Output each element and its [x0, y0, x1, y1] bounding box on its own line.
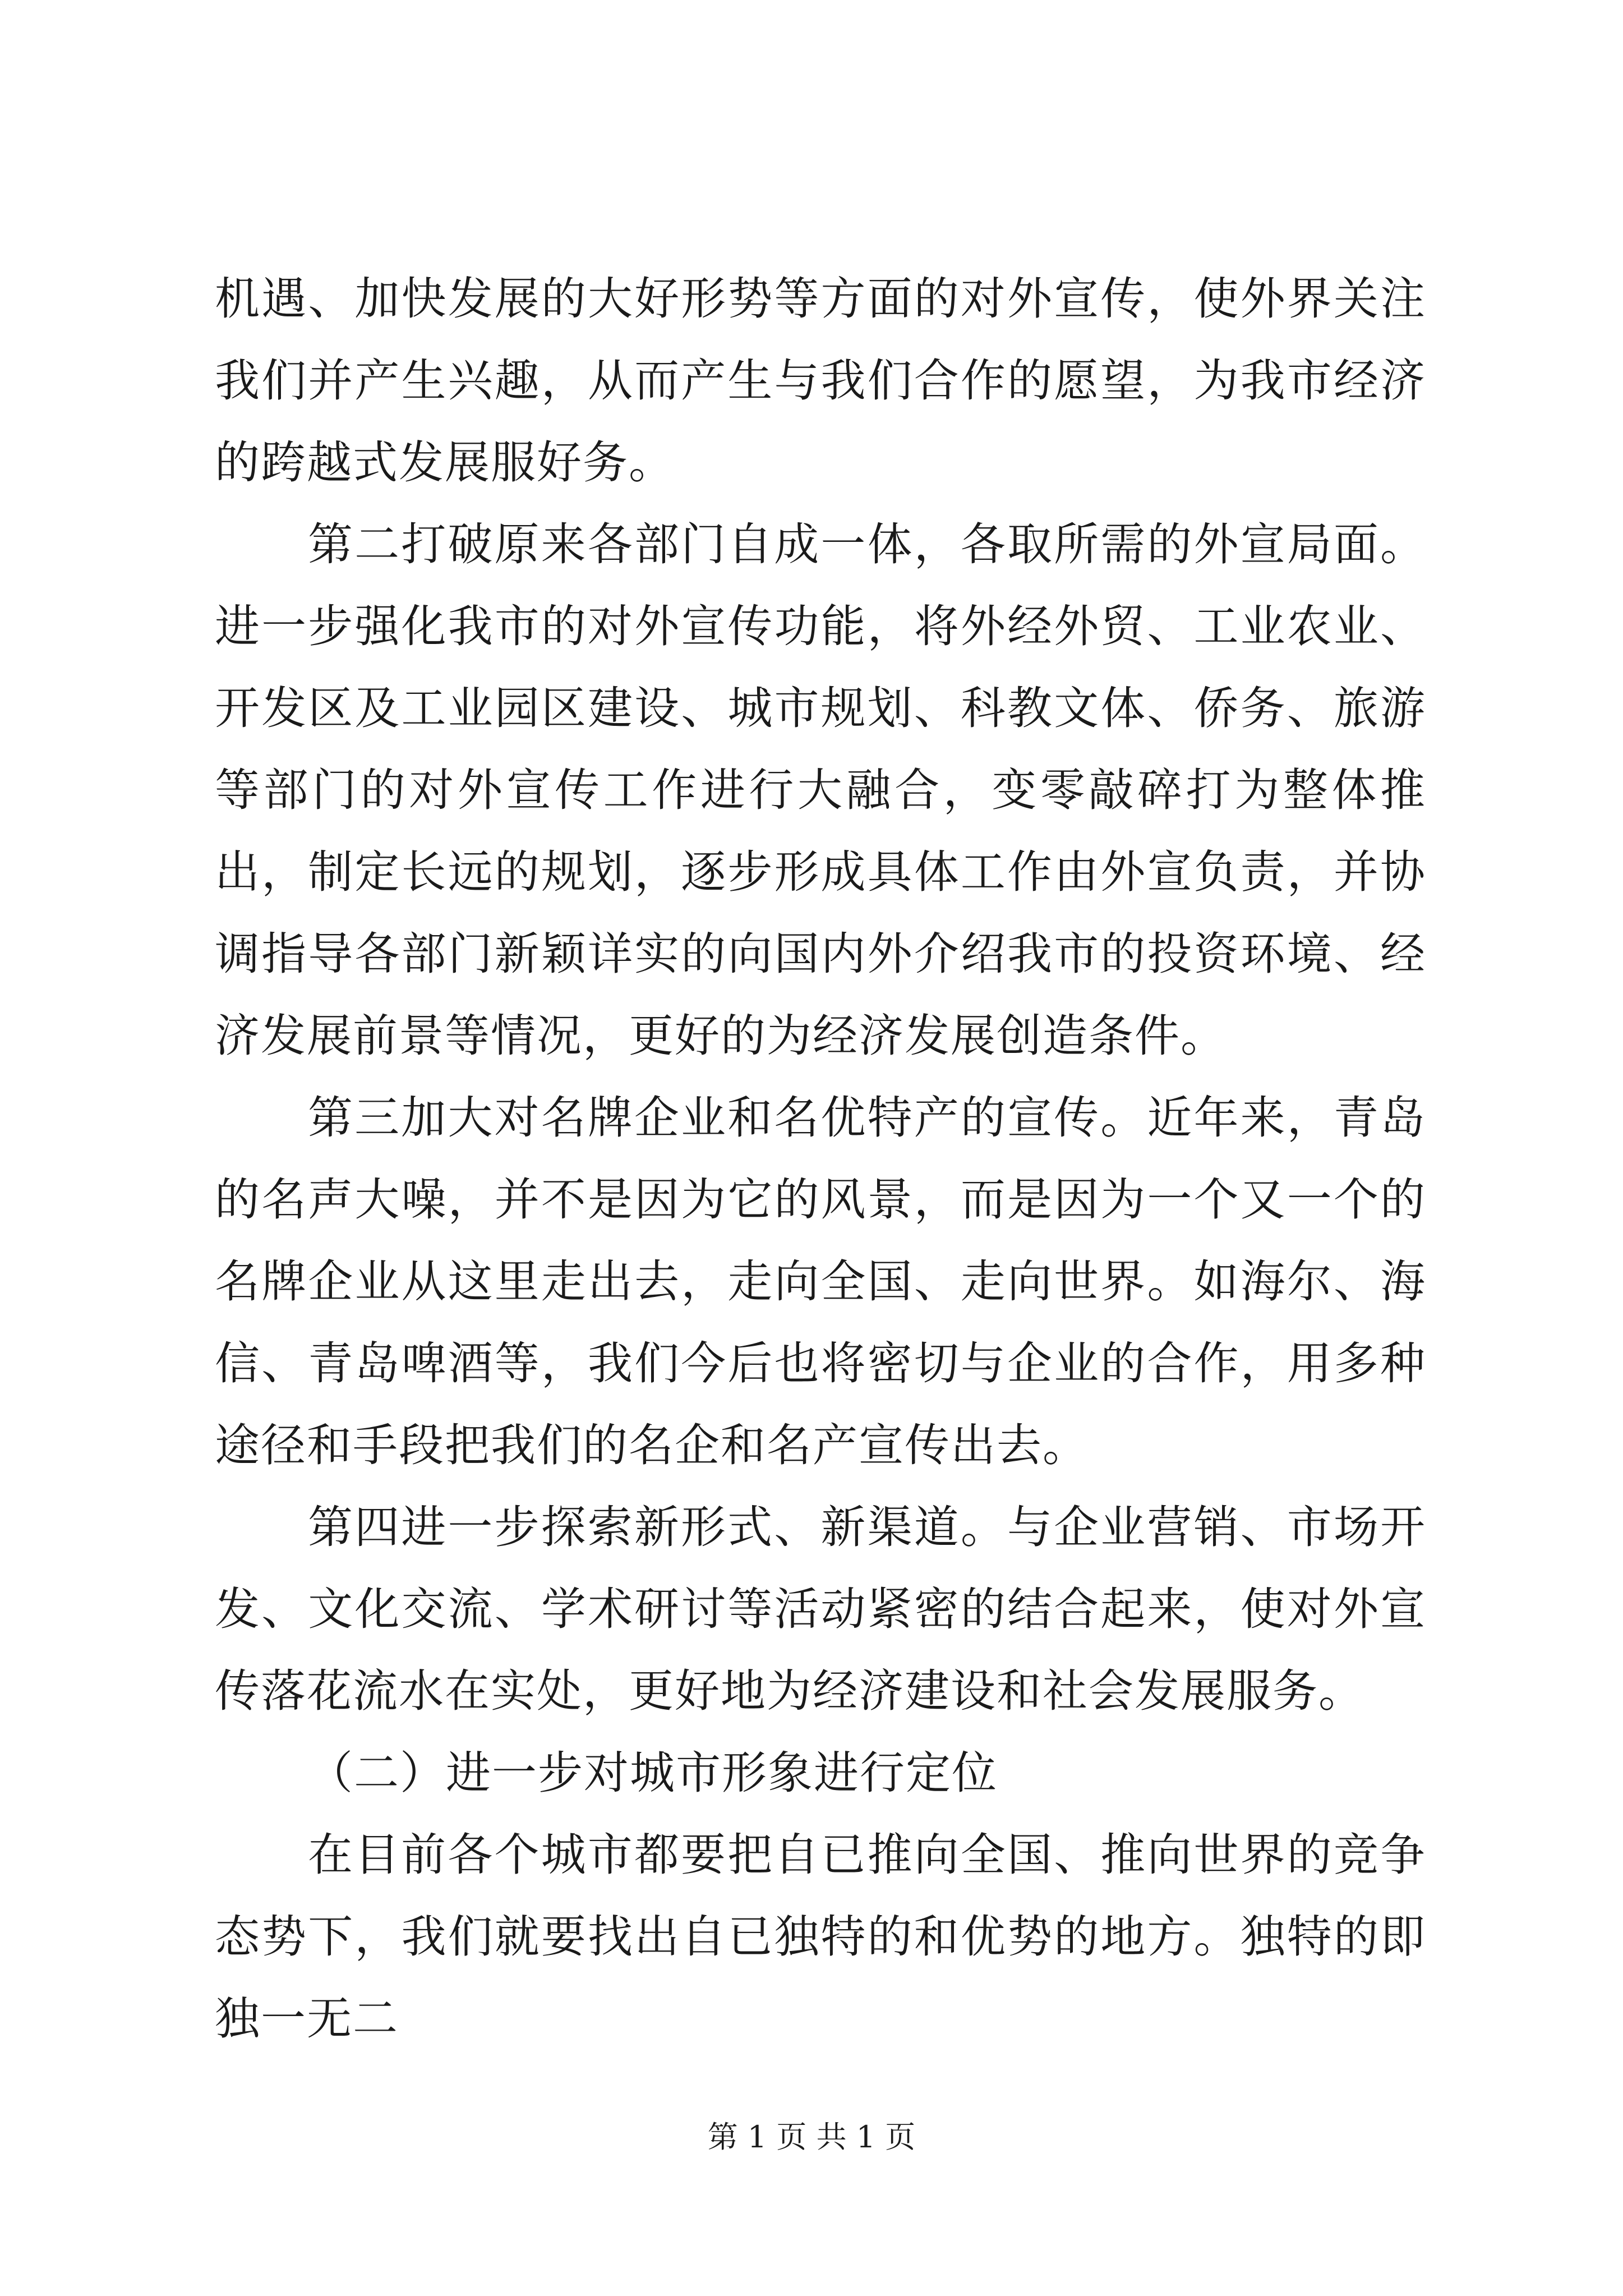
- section-heading: （二）进一步对城市形象进行定位: [308, 1747, 998, 1799]
- page-footer: 第 1 页 共 1 页: [707, 2119, 916, 2155]
- paragraph-third: 第三加大对名牌企业和名优特产的宣传。近年来，青岛的名声大噪，并不是因为它的风景，而是因为一个又一个的名牌企业从这里走出去，走向全国、走向世界。如海尔、海信、青岛啤酒等，我们今后也将密切与企业的合作，用多种途径和手段把我们的名企和名产宣传出去。: [215, 1092, 1426, 1471]
- document-body: [215, 258, 1426, 2060]
- paragraph-fourth: 第四进一步探索新形式、新渠道。与企业营销、市场开发、文化交流、学术研讨等活动紧密的结合起来，使对外宣传落花流水在实处，更好地为经济建设和社会发展服务。: [215, 1501, 1426, 1717]
- paragraph-city-image: 在目前各个城市都要把自已推向全国、推向世界的竞争态势下，我们就要找出自已独特的和优势的地方。独特的即独一无二: [215, 1829, 1426, 2045]
- paragraph-continuation: 机遇、加快发展的大好形势等方面的对外宣传，使外界关注我们并产生兴趣，从而产生与我们合作的愿望，为我市经济的跨越式发展服好务。: [215, 273, 1426, 489]
- paragraph-second: 第二打破原来各部门自成一体，各取所需的外宣局面。进一步强化我市的对外宣传功能，将外经外贸、工业农业、开发区及工业园区建设、城市规划、科教文体、侨务、旅游等部门的对外宣传工作进行大融合，变零敲碎打为整体推出，制定长远的规划，逐步形成具体工作由外宣负责，并协调指导各部门新颖详实的向国内外介绍我市的投资环境、经济发展前景等情况，更好的为经济发展创造条件。: [215, 518, 1426, 1062]
